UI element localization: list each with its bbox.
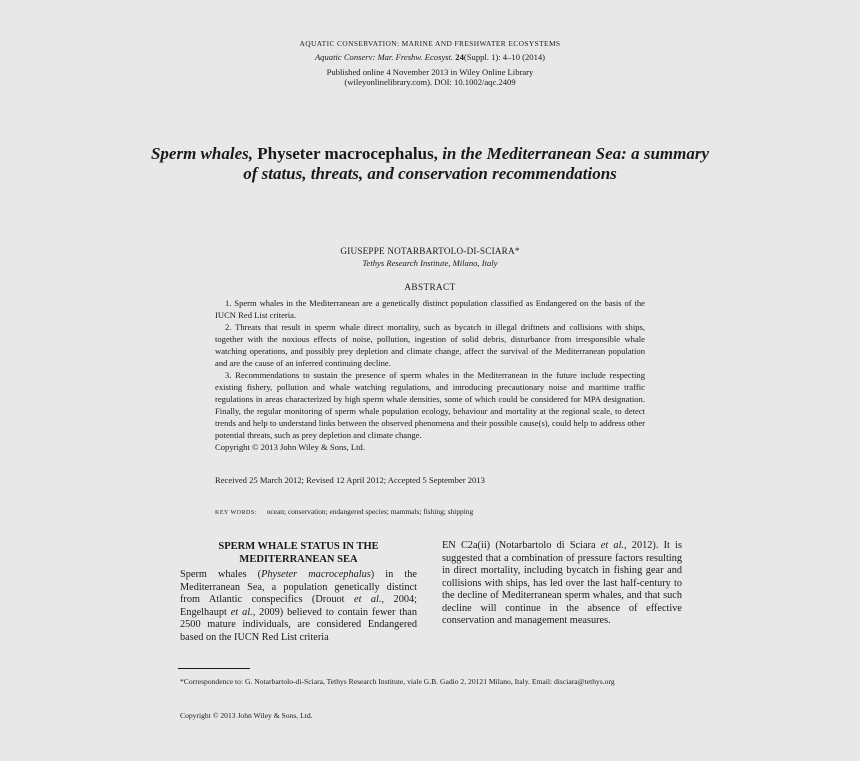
body-paragraph-right: EN C2a(ii) (Notarbartolo di Sciara et al., 2012). It is suggested that a combination of pressure factors resulting in direct mortality, including bycatch in fishing gear and collisions with ships, has led over the last half-century to the decline of Mediterranean sperm whales, and that such decline will continue in the absence of effective conservation and management measures.: [442, 540, 682, 626]
section-heading: SPERM WHALE STATUS IN THE MEDITERRANEAN SEA: [218, 541, 379, 565]
received-dates: Received 25 March 2012; Revised 12 April 2012; Accepted 5 September 2013: [215, 475, 485, 485]
citation-volume: 24: [455, 52, 464, 62]
body-column-right: [442, 540, 682, 628]
published-online-line: Published online 4 November 2013 in Wiley Online Library: [326, 67, 534, 77]
footer-copyright: Copyright © 2013 John Wiley & Sons, Ltd.: [180, 711, 313, 720]
body-paragraph-left: Sperm whales (Physeter macrocephalus) in the Mediterranean Sea, a population genetically distinct from Atlantic conspecifics (Drouot et al., 2004; Engelhaupt et al., 2009) believed to contain fewer than 2500 mature individuals, are considered Endangered based on the IUCN Red List criteria: [180, 569, 418, 643]
author-name: GIUSEPPE NOTARBARTOLO-DI-SCIARA*: [340, 246, 520, 256]
body-column-left: [180, 569, 417, 644]
abstract-point-3: 3. Recommendations to sustain the presence of sperm whales in the Mediterranean in the future include respecting existing fishery, pollution and whale watching regulations, and introducing precautionary noise and maritime traffic regulations in areas characterized by high sperm whale densities, some of which could be considered for MPA designation. Finally, the regular monitoring of sperm whale population ecology, behaviour and mortality at the regional scale, to detect trends and help to understand links between the observed phenomena and their possible cause(s), could help to address other potential threats, such as prey depletion and climate change.: [215, 370, 645, 440]
abstract-copyright: Copyright © 2013 John Wiley & Sons, Ltd.: [215, 442, 365, 452]
keywords-label: KEY WORDS:: [215, 510, 257, 516]
title-part-rest: in the Mediterranean Sea: a summary of status, threats, and conservation recommendations: [243, 144, 710, 183]
citation-journal-abbrev: Aquatic Conserv: Mar. Freshw. Ecosyst.: [314, 52, 454, 62]
doi-line: (wileyonlinelibrary.com). DOI: 10.1002/aqc.2409: [344, 77, 516, 87]
journal-citation: [180, 52, 680, 62]
citation-pages: (Suppl. 1): 4–10 (2014): [463, 52, 546, 62]
journal-name: AQUATIC CONSERVATION: MARINE AND FRESHWATER ECOSYSTEMS: [299, 39, 561, 48]
abstract-point-1: 1. Sperm whales in the Mediterranean are a genetically distinct population classified as Endangered on the basis of the IUCN Red List criteria.: [215, 298, 645, 320]
article-title: [150, 144, 710, 184]
keywords-text: ocean; conservation; endangered species; mammals; fishing; shipping: [266, 507, 474, 516]
keywords: [215, 507, 645, 516]
abstract-body: [215, 297, 645, 453]
footnote-divider: [178, 668, 250, 669]
correspondence-footnote: *Correspondence to: G. Notarbartolo-di-Sciara, Tethys Research Institute, viale G.B. Gadio 2, 20121 Milano, Italy. Email: disciara@tethys.org: [180, 677, 615, 686]
author-affiliation: Tethys Research Institute, Milano, Italy: [362, 258, 498, 268]
title-part-species: Physeter macrocephalus,: [257, 144, 438, 163]
title-part-common-name: Sperm whales,: [150, 144, 253, 163]
abstract-point-2: 2. Threats that result in sperm whale direct mortality, such as bycatch in illegal driftnets and collisions with ships, together with the noxious effects of noise, pollution, ingestion of solid debris, disturbance from irresponsible whale watching operations, and possibly prey depletion and climate change, affect the survival of the Mediterranean population and are the cause of an inferred continuing decline.: [215, 322, 645, 368]
abstract-heading: ABSTRACT: [404, 282, 456, 292]
publication-info: [180, 67, 680, 87]
